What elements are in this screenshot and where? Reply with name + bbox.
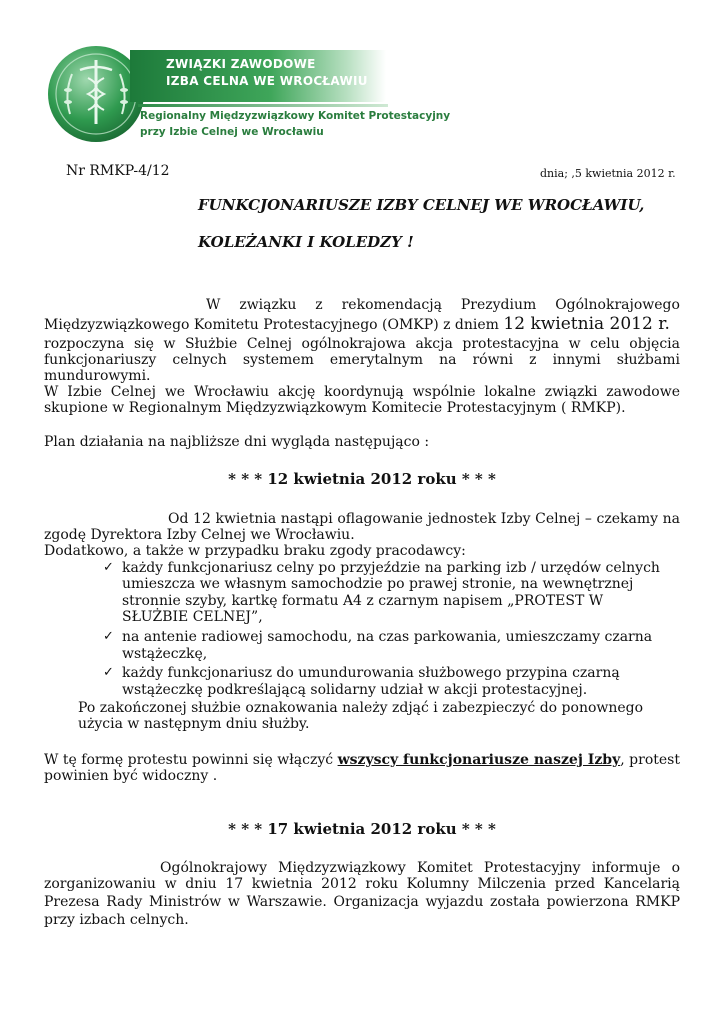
document-date: dnia; ,5 kwietnia 2012 r. [540, 167, 676, 180]
call-line-2: powinien być widoczny . [44, 768, 218, 784]
header-divider [138, 104, 388, 107]
intro-word: rekomendacją [341, 297, 442, 313]
committee-location: przy Izbie Celnej we Wrocławiu [140, 126, 324, 138]
heading-line-1: FUNKCJONARIUSZE IZBY CELNEJ WE WROCŁAWIU, [198, 196, 645, 214]
intro-line-1 [206, 297, 680, 313]
intro-line-5: mundurowymi. [44, 368, 151, 384]
bullet-2-line-2: wstążeczkę, [122, 646, 208, 662]
bullet-1-line-2: umieszcza we własnym samochodzie po prawej stronie, na wewnętrznej [122, 576, 634, 592]
heading-line-2: KOLEŻANKI I KOLEDZY ! [198, 233, 414, 251]
intro-line-4: funkcjonariuszy celnych systemem emerytalnym na równi z innymi służbami [44, 352, 680, 368]
s2-line-3: Prezesa Rady Ministrów w Warszawie. Organizacja wyjazdu została powierzona RMKP [44, 894, 680, 910]
intro-word: Ogólnokrajowego [555, 297, 680, 313]
after-line-2: użycia w następnym dniu służby. [78, 716, 310, 732]
s1-line-2: zgodę Dyrektora Izby Celnej we Wrocławiu. [44, 527, 355, 543]
call-to-action [44, 752, 680, 768]
reference-number: Nr RMKP-4/12 [66, 163, 170, 179]
intro-word: z [315, 297, 323, 313]
committee-name: Regionalny Międzyzwiązkowy Komitet Protestacyjny [140, 110, 451, 122]
intro-line-2 [44, 316, 670, 333]
s1-line-1: Od 12 kwietnia nastąpi oflagowanie jednostek Izby Celnej – czekamy na [168, 511, 680, 527]
bullet-1-line-3: stronnie szyby, kartkę formatu A4 z czarnym napisem „PROTEST W [122, 593, 604, 609]
call-text-c: , protest [620, 752, 680, 768]
after-line-1: Po zakończonej służbie oznakowania należy zdjąć i zabezpieczyć do ponownego [78, 700, 644, 716]
s1-line-3: Dodatkowo, a także w przypadku braku zgody pracodawcy: [44, 543, 466, 559]
plan-intro: Plan działania na najbliższe dni wygląda następująco : [44, 434, 430, 450]
call-emphasis: wszyscy funkcjonariusze naszej Izby [337, 752, 621, 768]
bullet-3-line-2: wstążeczkę podkreślającą solidarny udział w akcji protestacyjnej. [122, 682, 588, 698]
banner-line-2: IZBA CELNA WE WROCŁAWIU [166, 74, 368, 88]
intro-word: związku [239, 297, 297, 313]
bullet-3-line-1: każdy funkcjonariusz do umundurowania służbowego przypina czarną [122, 665, 620, 681]
s2-line-4: przy izbach celnych. [44, 912, 189, 928]
bullet-1-line-1: każdy funkcjonariusz celny po przyjeździe na parking izb / urzędów celnych [122, 560, 660, 576]
banner-line-1: ZWIĄZKI ZAWODOWE [166, 57, 316, 71]
s2-line-1: Ogólnokrajowy Międzyzwiązkowy Komitet Protestacyjny informuje o [160, 860, 680, 876]
check-icon: ✓ [103, 560, 114, 575]
check-icon: ✓ [103, 629, 114, 644]
intro-line-3: rozpoczyna się w Służbie Celnej ogólnokrajowa akcja protestacyjna w celu objęcia [44, 336, 680, 352]
call-text-a: W tę formę protestu powinni się włączyć [44, 752, 338, 768]
bullet-1-line-4: SŁUŻBIE CELNEJ”, [122, 609, 263, 625]
intro-line-2-text: Międzyzwiązkowego Komitetu Protestacyjnego (OMKP) z dniem [44, 317, 499, 333]
check-icon: ✓ [103, 665, 114, 680]
intro-line-7: skupione w Regionalnym Międzyzwiązkowym Komitecie Protestacyjnym ( RMKP). [44, 400, 626, 416]
bullet-2-line-1: na antenie radiowej samochodu, na czas parkowania, umieszczamy czarna [122, 629, 653, 645]
intro-line-6: W Izbie Celnej we Wrocławiu akcję koordynują wspólnie lokalne związki zawodowe [44, 384, 680, 400]
section-title-17-april: * * * 17 kwietnia 2012 roku * * * [228, 820, 496, 838]
s2-line-2: zorganizowaniu w dniu 17 kwietnia 2012 roku Kolumny Milczenia przed Kancelarią [44, 876, 680, 892]
start-date: 12 kwietnia 2012 r. [503, 314, 670, 334]
intro-word: W [206, 297, 221, 313]
section-title-12-april: * * * 12 kwietnia 2012 roku * * * [228, 470, 496, 488]
intro-word: Prezydium [460, 297, 537, 313]
